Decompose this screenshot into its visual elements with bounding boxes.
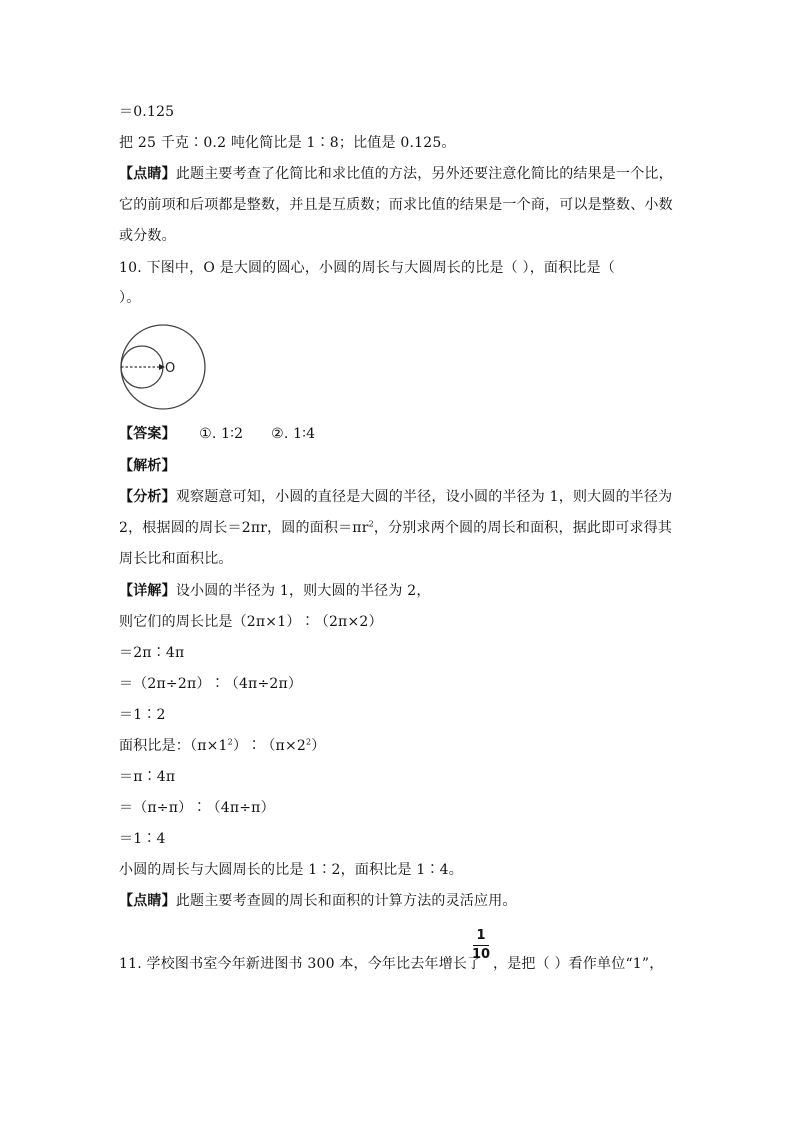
area-mid: ）∶（π×2 — [232, 738, 306, 754]
fenxi-line-2 — [119, 518, 672, 538]
comment-text: 此题主要考查了化简比和求比值的方法，另外还要注意化简比的结果是一个比， — [175, 166, 673, 182]
answer-line — [119, 424, 315, 444]
circumference-result: ＝1∶2 — [119, 707, 166, 723]
fraction-numerator: 1 — [476, 928, 486, 943]
xiangjie-line — [119, 581, 431, 601]
area-step-1: ＝π∶4π — [119, 769, 176, 785]
fenxi-line-3: 周长比和面积比。 — [119, 551, 233, 567]
circle-figure — [118, 322, 210, 412]
fraction-denominator: 10 — [472, 947, 491, 962]
dianjing-line — [119, 891, 517, 911]
area-step-2: ＝（π÷π）∶（4π÷π） — [119, 800, 275, 816]
circumference-step-1: ＝2π∶4π — [119, 645, 185, 661]
fenxi-2-post: ，分别求两个圆的周长和面积，据此即可求得其 — [373, 520, 673, 536]
conclusion-line: 小圆的周长与大圆周长的比是 1∶2，面积比是 1∶4。 — [119, 862, 463, 878]
question-11-pre: 11. 学校图书室今年新进图书 300 本，今年比去年增长了 — [119, 956, 482, 972]
fenxi-line — [119, 487, 672, 507]
xiangjie-tag: 【详解】 — [119, 583, 176, 599]
question-10-cont: ）。 — [119, 290, 141, 306]
area-pre: 面积比是：（π×1 — [119, 738, 228, 754]
area-result: ＝1∶4 — [119, 831, 166, 847]
analysis-heading: 【解析】 — [119, 458, 176, 474]
answer-text: ①. 1∶2 ②. 1∶4 — [175, 426, 316, 442]
dianjing-tag: 【点睛】 — [119, 893, 176, 909]
fenxi-2-sup: 2 — [368, 519, 374, 529]
comment-line — [119, 164, 673, 184]
comment-tag: 【点睛】 — [119, 166, 176, 182]
answer-tag: 【答案】 — [119, 426, 176, 442]
circumference-step-2: ＝（2π÷2π）∶（4π÷2π） — [119, 676, 303, 692]
area-sup-2: 2 — [305, 737, 312, 747]
xiangjie-text: 设小圆的半径为 1，则大圆的半径为 2， — [175, 583, 431, 599]
question-10: 10. 下图中，O 是大圆的圆心，小圆的周长与大圆周长的比是（ ），面积比是（ — [119, 260, 615, 276]
dianjing-text: 此题主要考查圆的周长和面积的计算方法的灵活应用。 — [175, 893, 517, 909]
fenxi-text: 观察题意可知，小圆的直径是大圆的半径，设小圆的半径为 1，则大圆的半径为 — [175, 489, 673, 505]
comment-line-3: 或分数。 — [119, 228, 176, 244]
question-11-post: ，是把（ ）看作单位“1”， — [493, 956, 664, 972]
fenxi-tag: 【分析】 — [119, 489, 176, 505]
fenxi-2-pre: 2，根据圆的周长＝2πr，圆的面积＝πr — [119, 520, 369, 536]
area-ratio-line — [119, 736, 325, 756]
area-post: ） — [311, 738, 326, 754]
comment-line-2: 它的前项和后项都是整数，并且是互质数；而求比值的结果是一个商，可以是整数、小数 — [119, 197, 673, 213]
fraction-one-tenth — [472, 929, 490, 962]
fraction-bar — [473, 945, 489, 946]
center-label: O — [165, 361, 176, 376]
result-line: 把 25 千克∶0.2 吨化简比是 1∶8；比值是 0.125。 — [119, 135, 456, 151]
area-sup-1: 2 — [227, 737, 233, 747]
calc-line: ＝0.125 — [119, 104, 175, 120]
circumference-ratio-line: 则它们的周长比是（2π×1）∶（2π×2） — [119, 614, 383, 630]
